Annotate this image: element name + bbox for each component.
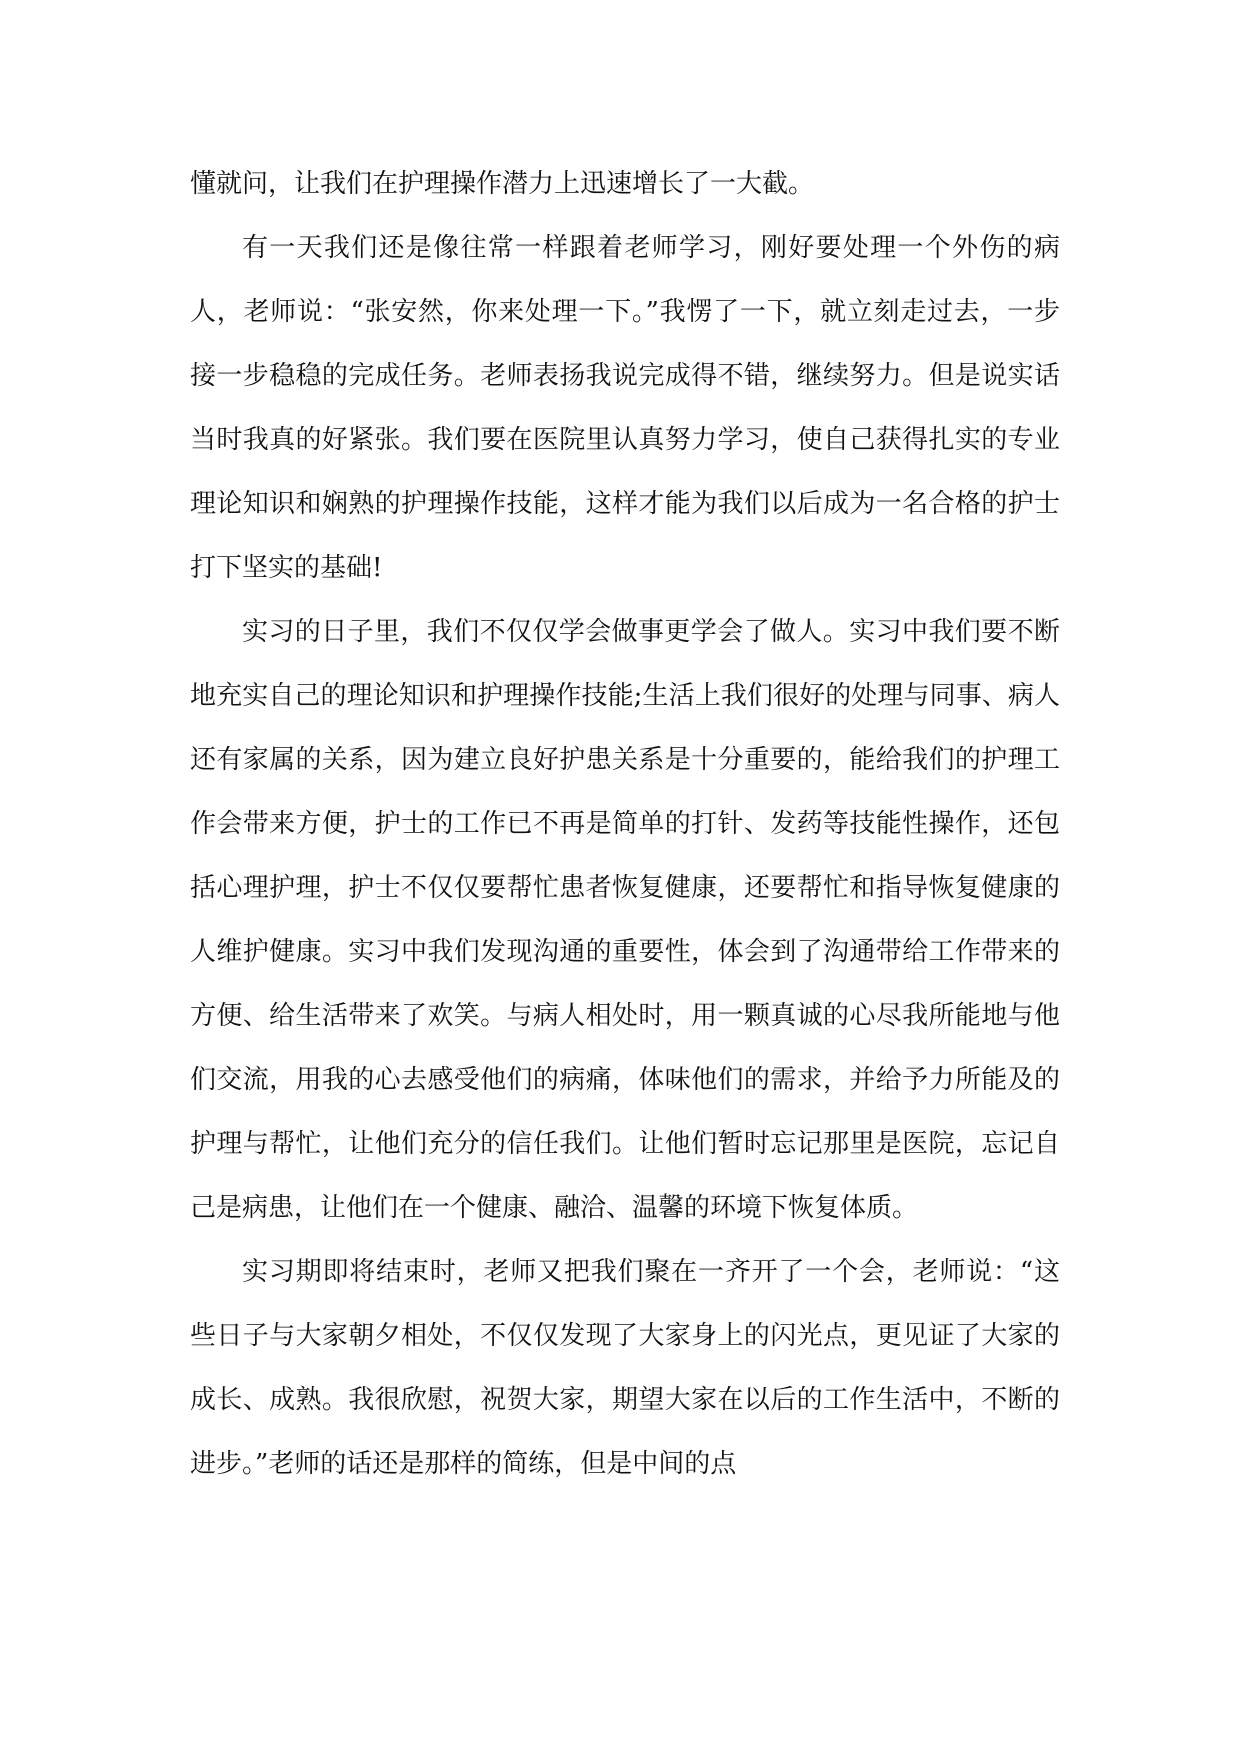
- document-body: [190, 152, 1060, 1496]
- paragraph-3: 实习的日子里，我们不仅仅学会做事更学会了做人。实习中我们要不断地充实自己的理论知识和护理操作技能;生活上我们很好的处理与同事、病人还有家属的关系，因为建立良好护患关系是十分重要的，能给我们的护理工作会带来方便，护士的工作已不再是简单的打针、发药等技能性操作，还包括心理护理，护士不仅仅要帮忙患者恢复健康，还要帮忙和指导恢复健康的人维护健康。实习中我们发现沟通的重要性，体会到了沟通带给工作带来的方便、给生活带来了欢笑。与病人相处时，用一颗真诚的心尽我所能地与他们交流，用我的心去感受他们的病痛，体味他们的需求，并给予力所能及的护理与帮忙，让他们充分的信任我们。让他们暂时忘记那里是医院，忘记自己是病患，让他们在一个健康、融洽、温馨的环境下恢复体质。: [190, 617, 1060, 1223]
- paragraph-2: 有一天我们还是像往常一样跟着老师学习，刚好要处理一个外伤的病人，老师说：“张安然，你来处理一下。”我愣了一下，就立刻走过去，一步接一步稳稳的完成任务。老师表扬我说完成得不错，继续努力。但是说实话当时我真的好紧张。我们要在医院里认真努力学习，使自己获得扎实的专业理论知识和娴熟的护理操作技能，这样才能为我们以后成为一名合格的护士打下坚实的基础!: [190, 233, 1060, 583]
- paragraph-4: 实习期即将结束时，老师又把我们聚在一齐开了一个会，老师说：“这些日子与大家朝夕相处，不仅仅发现了大家身上的闪光点，更见证了大家的成长、成熟。我很欣慰，祝贺大家，期望大家在以后的工作生活中，不断的进步。”老师的话还是那样的简练，但是中间的点: [190, 1257, 1060, 1479]
- paragraph-1: 懂就问，让我们在护理操作潜力上迅速增长了一大截。: [190, 169, 815, 199]
